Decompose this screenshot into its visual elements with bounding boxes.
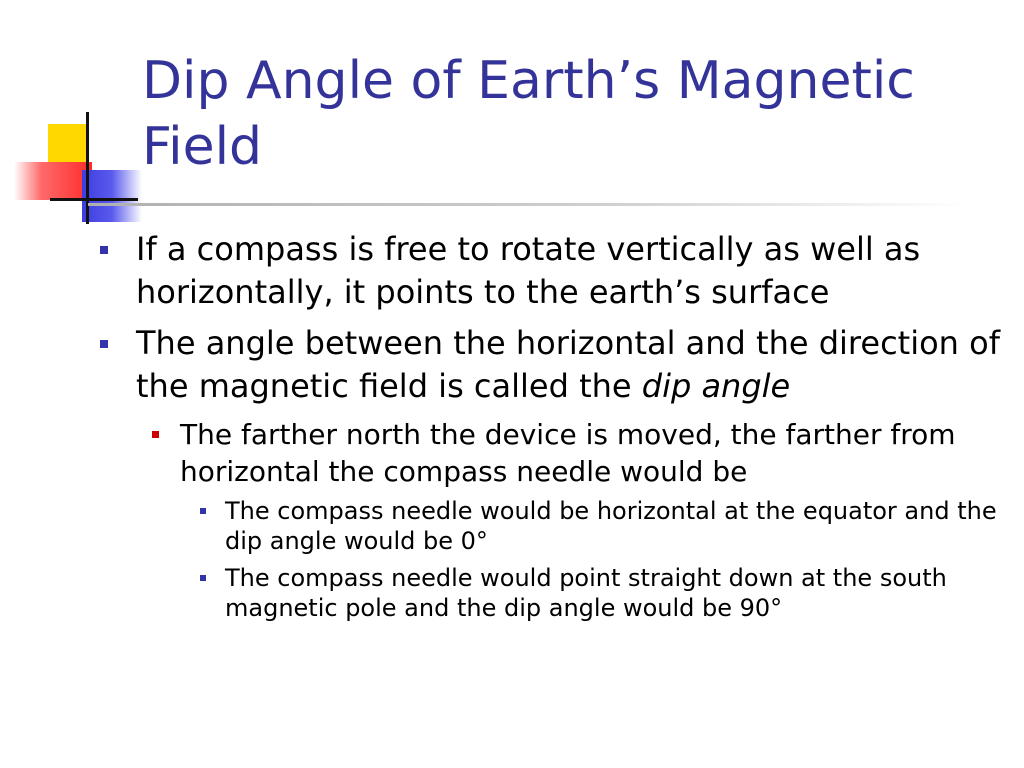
square-bullet-icon xyxy=(100,340,108,348)
horizontal-line-decoration xyxy=(50,198,138,201)
bullet-text: The angle between the horizontal and the direction of the magnetic field is called the xyxy=(136,324,1000,405)
bullet-text: If a compass is free to rotate vertically as well as horizontally, it points to the earth’s surface xyxy=(136,230,921,311)
bullet-text: The compass needle would be horizontal at the equator and the dip angle would be 0° xyxy=(225,497,997,555)
bullet-text: The farther north the device is moved, the farther from horizontal the compass needle would be xyxy=(180,418,956,488)
blue-square-decoration xyxy=(82,170,142,222)
yellow-square-decoration xyxy=(48,124,88,166)
slide-title: Dip Angle of Earth’s Magnetic Field xyxy=(142,51,915,177)
slide-body xyxy=(96,228,1006,630)
title-divider xyxy=(88,203,968,206)
square-bullet-icon xyxy=(100,246,108,254)
sub-bullet-item xyxy=(96,416,1006,490)
sub-sub-bullet-item xyxy=(96,563,1006,623)
square-bullet-icon xyxy=(152,431,159,438)
sub-sub-bullet-item xyxy=(96,496,1006,556)
square-bullet-icon xyxy=(200,575,206,581)
square-bullet-icon xyxy=(200,508,206,514)
bullet-emphasis: dip angle xyxy=(641,367,791,405)
bullet-item xyxy=(96,322,1006,408)
red-square-decoration xyxy=(14,162,92,200)
bullet-item xyxy=(96,228,1006,314)
bullet-text: The compass needle would point straight down at the south magnetic pole and the dip angle would be 90° xyxy=(225,564,947,622)
vertical-line-decoration xyxy=(86,112,89,224)
